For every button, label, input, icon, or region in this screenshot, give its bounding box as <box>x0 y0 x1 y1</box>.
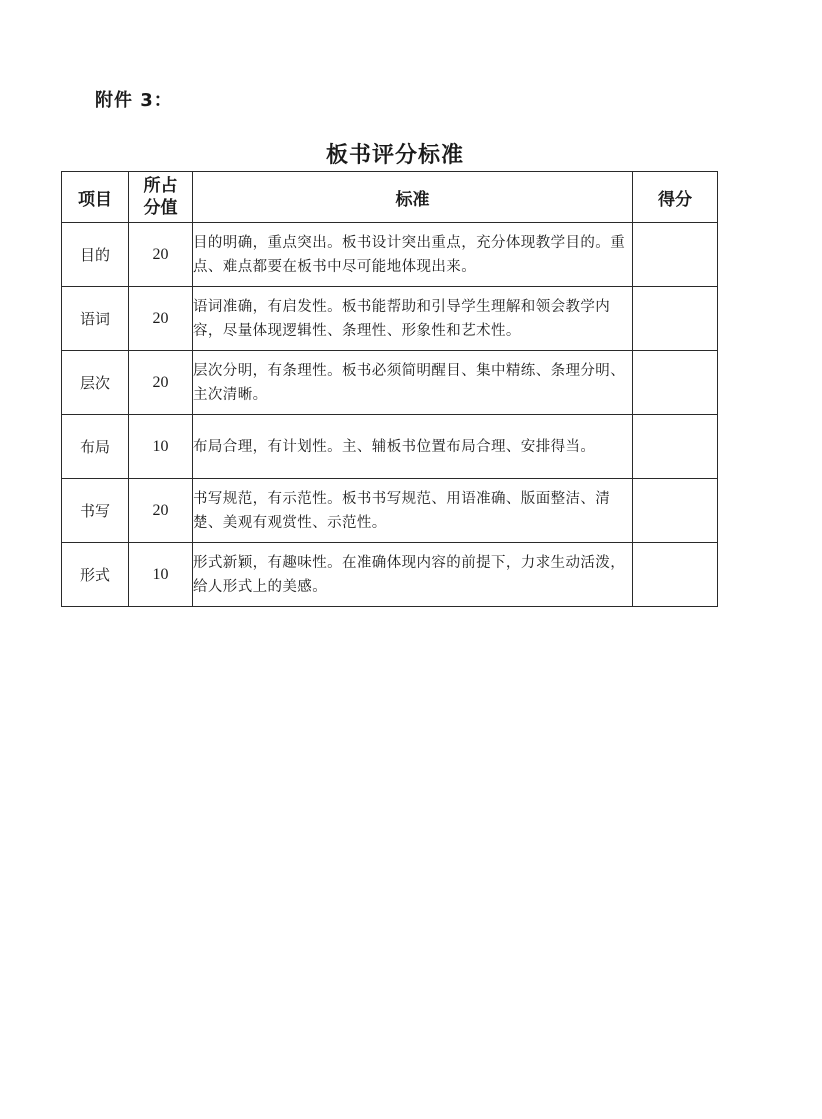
row-score-cell[interactable] <box>633 351 718 415</box>
table-row <box>62 287 718 351</box>
row-score-cell[interactable] <box>633 479 718 543</box>
header-points-line2: 分值 <box>143 198 178 218</box>
table-row <box>62 351 718 415</box>
row-score-cell[interactable] <box>633 287 718 351</box>
row-score-cell[interactable] <box>633 415 718 479</box>
header-score: 得分 <box>633 172 718 223</box>
row-item: 书写 <box>62 479 129 543</box>
header-standard: 标准 <box>193 172 633 223</box>
scoring-criteria-table <box>61 171 718 607</box>
row-standard: 目的明确，重点突出。板书设计突出重点，充分体现教学目的。重点、难点都要在板书中尽可能地体现出来。 <box>193 223 633 287</box>
table-header-row <box>62 172 718 223</box>
row-item: 布局 <box>62 415 129 479</box>
row-standard: 形式新颖，有趣味性。在准确体现内容的前提下，力求生动活泼，给人形式上的美感。 <box>193 543 633 607</box>
table-row <box>62 415 718 479</box>
row-standard: 书写规范，有示范性。板书书写规范、用语准确、版面整洁、清楚、美观有观赏性、示范性。 <box>193 479 633 543</box>
table-row <box>62 223 718 287</box>
row-points: 10 <box>129 543 193 607</box>
attachment-label: 附件 3： <box>95 90 173 111</box>
row-item: 形式 <box>62 543 129 607</box>
row-score-cell[interactable] <box>633 543 718 607</box>
row-points: 20 <box>129 223 193 287</box>
row-standard: 层次分明，有条理性。板书必须简明醒目、集中精练、条理分明、主次清晰。 <box>193 351 633 415</box>
row-points: 20 <box>129 287 193 351</box>
row-item: 层次 <box>62 351 129 415</box>
row-item: 语词 <box>62 287 129 351</box>
table-row <box>62 543 718 607</box>
header-points-line1: 所占 <box>143 176 178 196</box>
row-points: 10 <box>129 415 193 479</box>
row-standard: 语词准确，有启发性。板书能帮助和引导学生理解和领会教学内容，尽量体现逻辑性、条理性、形象性和艺术性。 <box>193 287 633 351</box>
row-item: 目的 <box>62 223 129 287</box>
row-points: 20 <box>129 479 193 543</box>
row-score-cell[interactable] <box>633 223 718 287</box>
header-points <box>129 172 193 223</box>
table-row <box>62 479 718 543</box>
row-points: 20 <box>129 351 193 415</box>
row-standard: 布局合理，有计划性。主、辅板书位置布局合理、安排得当。 <box>193 415 633 479</box>
document-title: 板书评分标准 <box>325 143 464 168</box>
header-item: 项目 <box>62 172 129 223</box>
